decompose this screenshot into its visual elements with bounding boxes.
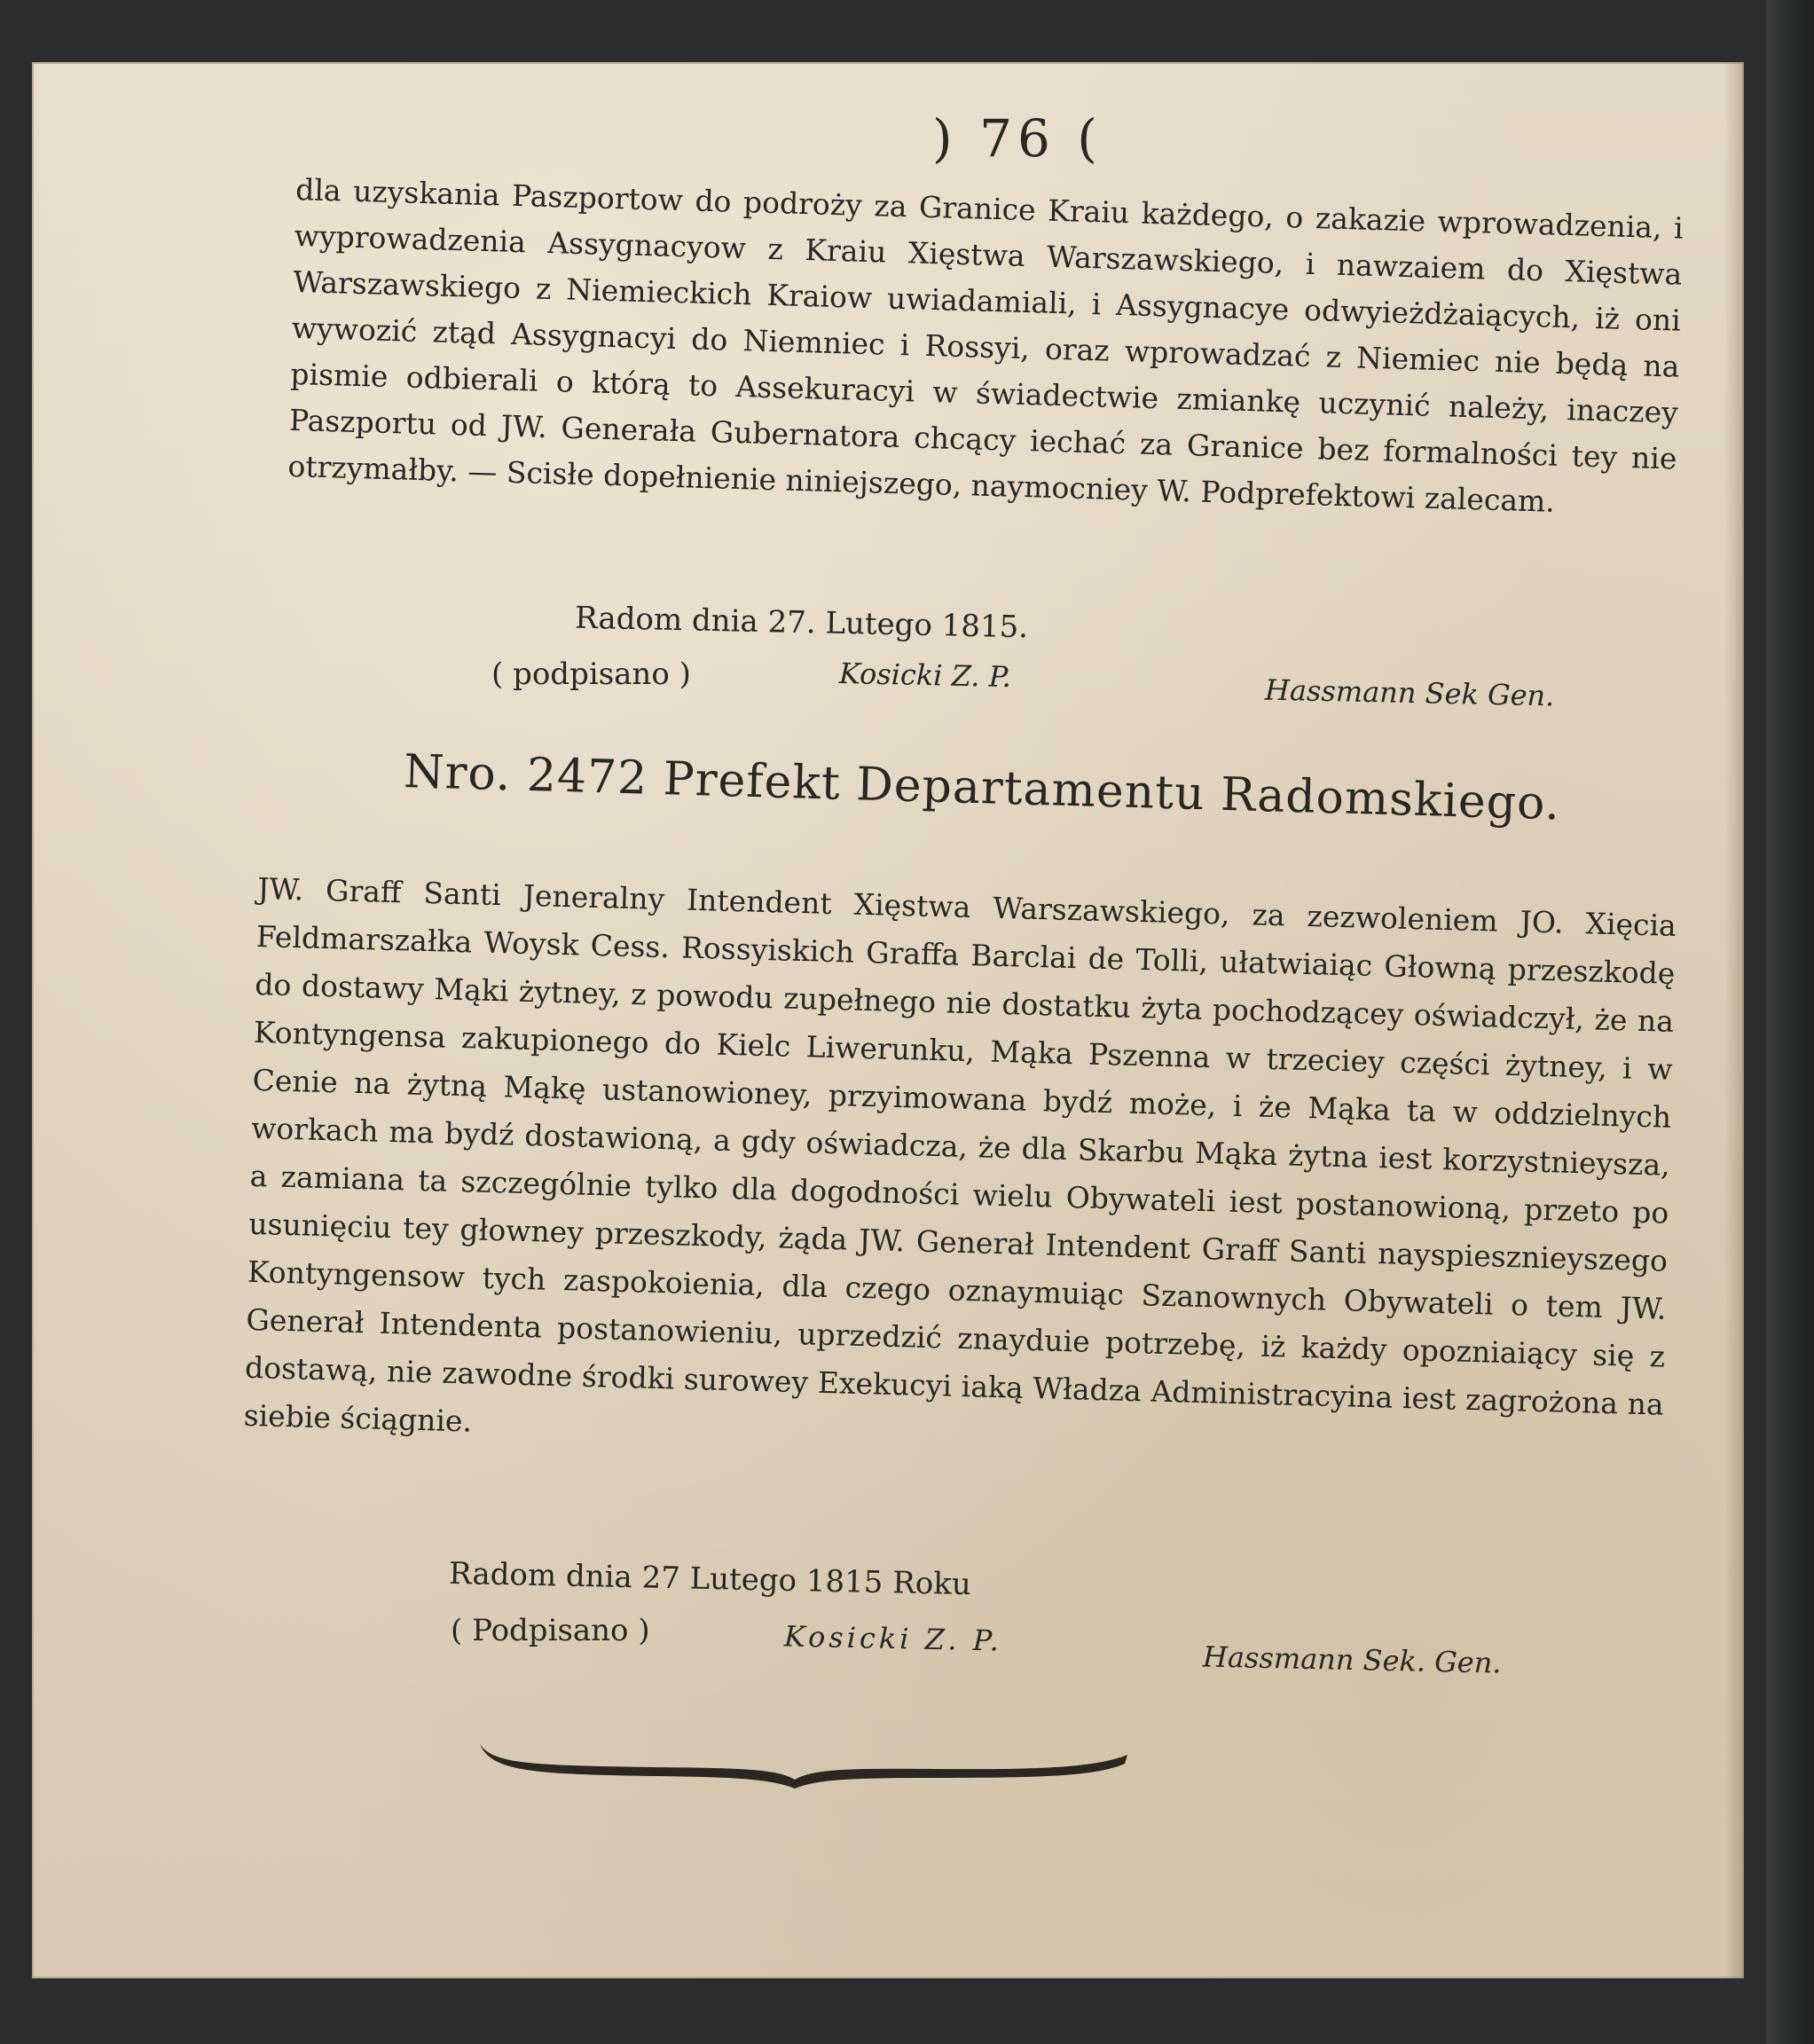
- page-fold-shadow: [1724, 62, 1744, 1978]
- signature-2-name-2: Hassmann Sek. Gen.: [1202, 1639, 1502, 1680]
- signature-1-name-2: Hassmann Sek Gen.: [1264, 672, 1555, 713]
- signature-1-name-1: Kosicki Z. P.: [838, 656, 1012, 695]
- page-number: ) 76 (: [932, 108, 1103, 169]
- decorative-flourish-icon: [475, 1728, 1132, 1790]
- document-page: [32, 62, 1744, 1978]
- signature-2-date: Radom dnia 27 Lutego 1815 Roku: [448, 1555, 972, 1603]
- signature-1-date: Radom dnia 27. Lutego 1815.: [574, 600, 1029, 646]
- paragraph-1: dla uzyskania Paszportow do podroży za Granice Kraiu każdego, o zakazie wprowadzenia, i wyprowadzenia Assygnacyow z Kraiu Xięstwa Warszawskiego, i nawzaiem do Xięstwa Warszawskiego z Niemieckich Kraiow uwiadamiali, i Assygnacye odwyieżdżaiących, iż oni wywozić ztąd Assygnacyi do Niemniec i Rossyi, oraz wprowadzać z Niemiec nie będą na pismie odbierali o którą to Assekuracyi w świadectwie zmiankę uczynić należy, inaczey Paszportu od JW. Generała Gubernatora chcący iechać za Granice bez formalności tey nie otrzymałby. — Scisłe dopełnienie niniejszego, naymocniey W. Podprefektowi zalecam.: [287, 171, 1684, 519]
- scan-background-edge: [1766, 0, 1814, 2044]
- section-heading: Nro. 2472 Prefekt Departamentu Radomskiego.: [403, 745, 1561, 831]
- signature-1-signed: ( podpisano ): [491, 656, 691, 692]
- paragraph-2: JW. Graff Santi Jeneralny Intendent Xięstwa Warszawskiego, za zezwoleniem JO. Xięcia Feldmarszałka Woysk Cess. Rossyiskich Graffa Barclai de Tolli, ułatwiaiąc Głowną przeszkodę do dostawy Mąki żytney, z powodu zupełnego nie dostatku żyta pochodzącey oświadczył, że na Kontyngensa zakupionego do Kielc Liwerunku, Mąka Pszenna w trzeciey części żytney, i w Cenie na żytną Mąkę ustanowioney, przyimowana bydź może, i że Mąka ta w oddzielnych workach ma bydź dostawioną, a gdy oświadcza, że dla Skarbu Mąka żytna iest korzystnieysza, a zamiana ta szczególnie tylko dla dogodności wielu Obywateli iest postanowioną, przeto po usunięciu tey głowney przeszkody, żąda JW. Generał Intendent Graff Santi nayspiesznieyszego Kontyngensow tych zaspokoienia, dla czego oznaymuiąc Szanownych Obywateli o tem JW. Generał Intendenta postanowieniu, uprzedzić znayduie potrzebę, iż każdy opozniaiący się z dostawą, nie zawodne środki surowey Exekucyi iaką Władza Administracyina iest zagrożona na siebie ściągnie.: [243, 870, 1677, 1439]
- signature-2-signed: ( Podpisano ): [451, 1613, 650, 1648]
- signature-2-name-1: Kosicki Z. P.: [783, 1619, 1003, 1658]
